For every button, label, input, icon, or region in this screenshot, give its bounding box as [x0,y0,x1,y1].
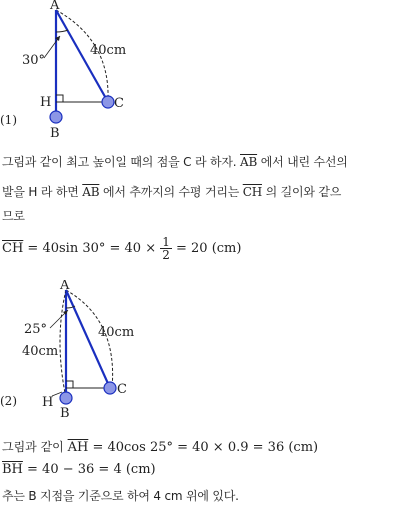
p2-eq-1: = 40cos 25° = 40 × 0.9 = 36 (cm) [88,440,319,455]
length-left-label: 40cm [22,344,59,359]
segment-ab-2: $\overline{AB}$ [82,185,100,199]
fraction [160,236,172,261]
p1-line-2 [2,182,398,202]
figure-1 [0,0,200,145]
frac-num: 1 [162,235,170,249]
p2-line-2 [2,462,156,477]
length-right-label: 40cm [98,325,135,340]
p1-equation [2,236,241,261]
weight-b [60,392,72,404]
p1-text-2b: 에서 추까지의 수평 거리는 [99,185,243,199]
p2-line-3: 추는 B 지점을 기준으로 하여 4 cm 위에 있다. [2,489,239,503]
p1-text-2c: 의 길이와 같으 [261,185,342,199]
segment-ch: $\overline{CH}$ [242,185,262,199]
label-a: A [60,280,70,293]
weight-b [50,111,62,123]
label-h: H [40,95,52,110]
figure-2 [0,280,200,420]
label-b: B [50,126,60,141]
label-c: C [117,382,127,397]
segment-bh: $\overline{BH}$ [2,462,23,477]
p1-line-1 [2,152,398,172]
eq-lhs: $\overline{CH}$ [2,241,24,256]
eq-rhs: = 20 (cm) [171,241,242,256]
weight-c [104,382,116,394]
segment-ah: $\overline{AH}$ [67,440,89,455]
label-a: A [50,0,60,13]
angle-label: 30° [22,53,46,68]
weight-c [102,96,114,108]
p1-text-1: 그림과 같이 최고 높이일 때의 점을 C 라 하자. [2,155,240,169]
eq-mid: = 40sin 30° = 40 × [23,241,161,256]
label-b: B [60,406,70,420]
p2-text-1: 그림과 같이 [2,440,68,454]
angle-label: 25° [24,322,48,337]
p2-eq-2: = 40 − 36 = 4 (cm) [22,462,156,477]
length-label: 40cm [90,43,127,58]
p2-line-1 [2,438,318,455]
segment-ab: $\overline{AB}$ [240,155,258,169]
problem-number: (1) [0,113,17,127]
frac-den: 2 [162,248,170,262]
p1-text-2a: 발을 H 라 하면 [2,185,83,199]
p1-line-3: 므로 [2,209,25,223]
label-c: C [114,96,124,111]
label-h: H [42,395,54,410]
p1-text-1-tail: 에서 내린 수선의 [257,155,348,169]
problem-number: (2) [0,394,17,408]
